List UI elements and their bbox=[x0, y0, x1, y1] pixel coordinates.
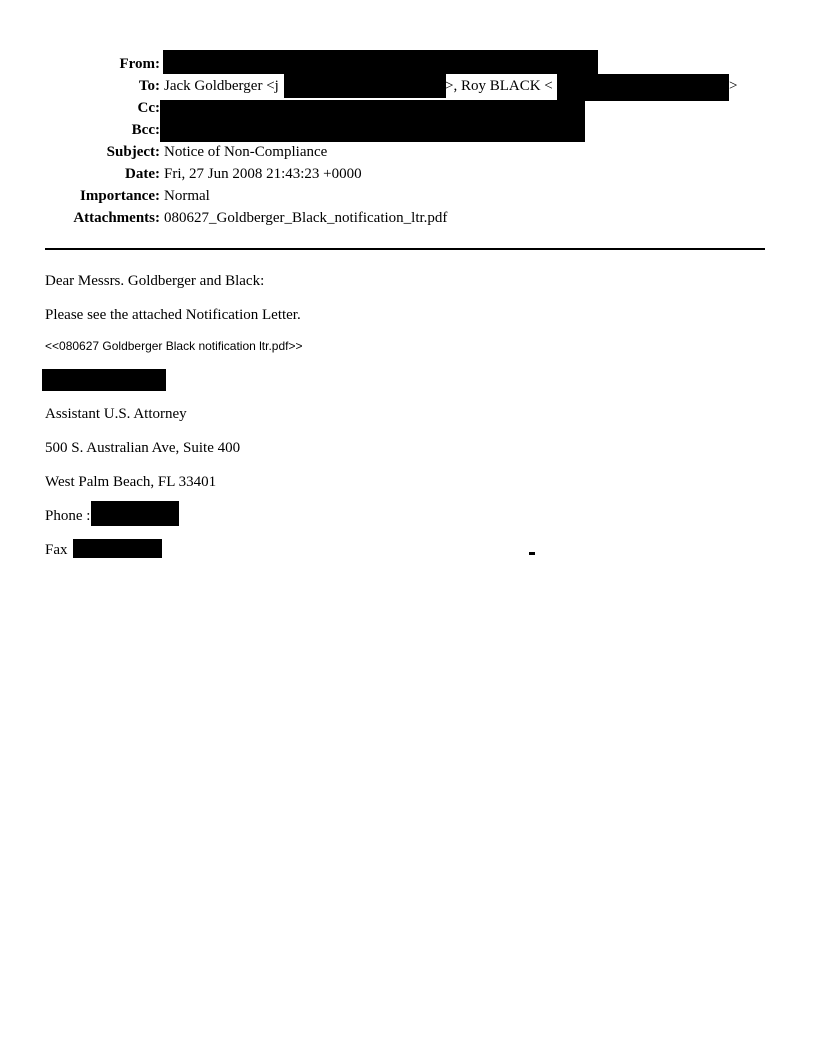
date-value: Fri, 27 Jun 2008 21:43:23 +0000 bbox=[164, 166, 362, 182]
date-label: Date: bbox=[125, 166, 160, 182]
from-label: From: bbox=[119, 56, 160, 72]
attachments-label: Attachments: bbox=[73, 210, 160, 226]
to-label: To: bbox=[138, 78, 160, 94]
signature-address-line2: West Palm Beach, FL 33401 bbox=[45, 474, 217, 490]
fax-label: Fax bbox=[45, 542, 68, 558]
signature-title: Assistant U.S. Attorney bbox=[45, 406, 187, 422]
header-divider bbox=[45, 248, 765, 250]
phone-redaction bbox=[91, 501, 179, 526]
importance-label: Importance: bbox=[80, 188, 160, 204]
stray-mark bbox=[529, 552, 535, 555]
importance-value: Normal bbox=[164, 188, 210, 204]
to-redaction-1 bbox=[284, 74, 446, 98]
salutation: Dear Messrs. Goldberger and Black: bbox=[45, 273, 265, 289]
to-recipient-2: >, Roy BLACK < bbox=[445, 78, 553, 94]
phone-label: Phone : bbox=[45, 508, 91, 524]
attachments-value: 080627_Goldberger_Black_notification_ltr.pdf bbox=[164, 210, 448, 226]
cc-bcc-redaction bbox=[160, 100, 585, 142]
subject-value: Notice of Non-Compliance bbox=[164, 144, 328, 160]
to-recipient-1: Jack Goldberger <j bbox=[164, 78, 279, 94]
attachment-reference: <<080627 Goldberger Black notification ltr.pdf>> bbox=[45, 339, 303, 353]
signature-name-redaction bbox=[42, 369, 166, 391]
cc-label: Cc: bbox=[137, 100, 160, 116]
message-text: Please see the attached Notification Letter. bbox=[45, 307, 301, 323]
to-recipient-close: > bbox=[729, 78, 738, 94]
signature-address-line1: 500 S. Australian Ave, Suite 400 bbox=[45, 440, 241, 456]
subject-label: Subject: bbox=[106, 144, 160, 160]
to-redaction-2 bbox=[557, 74, 729, 101]
fax-redaction bbox=[73, 539, 162, 558]
from-redaction bbox=[163, 50, 598, 74]
bcc-label: Bcc: bbox=[131, 122, 160, 138]
